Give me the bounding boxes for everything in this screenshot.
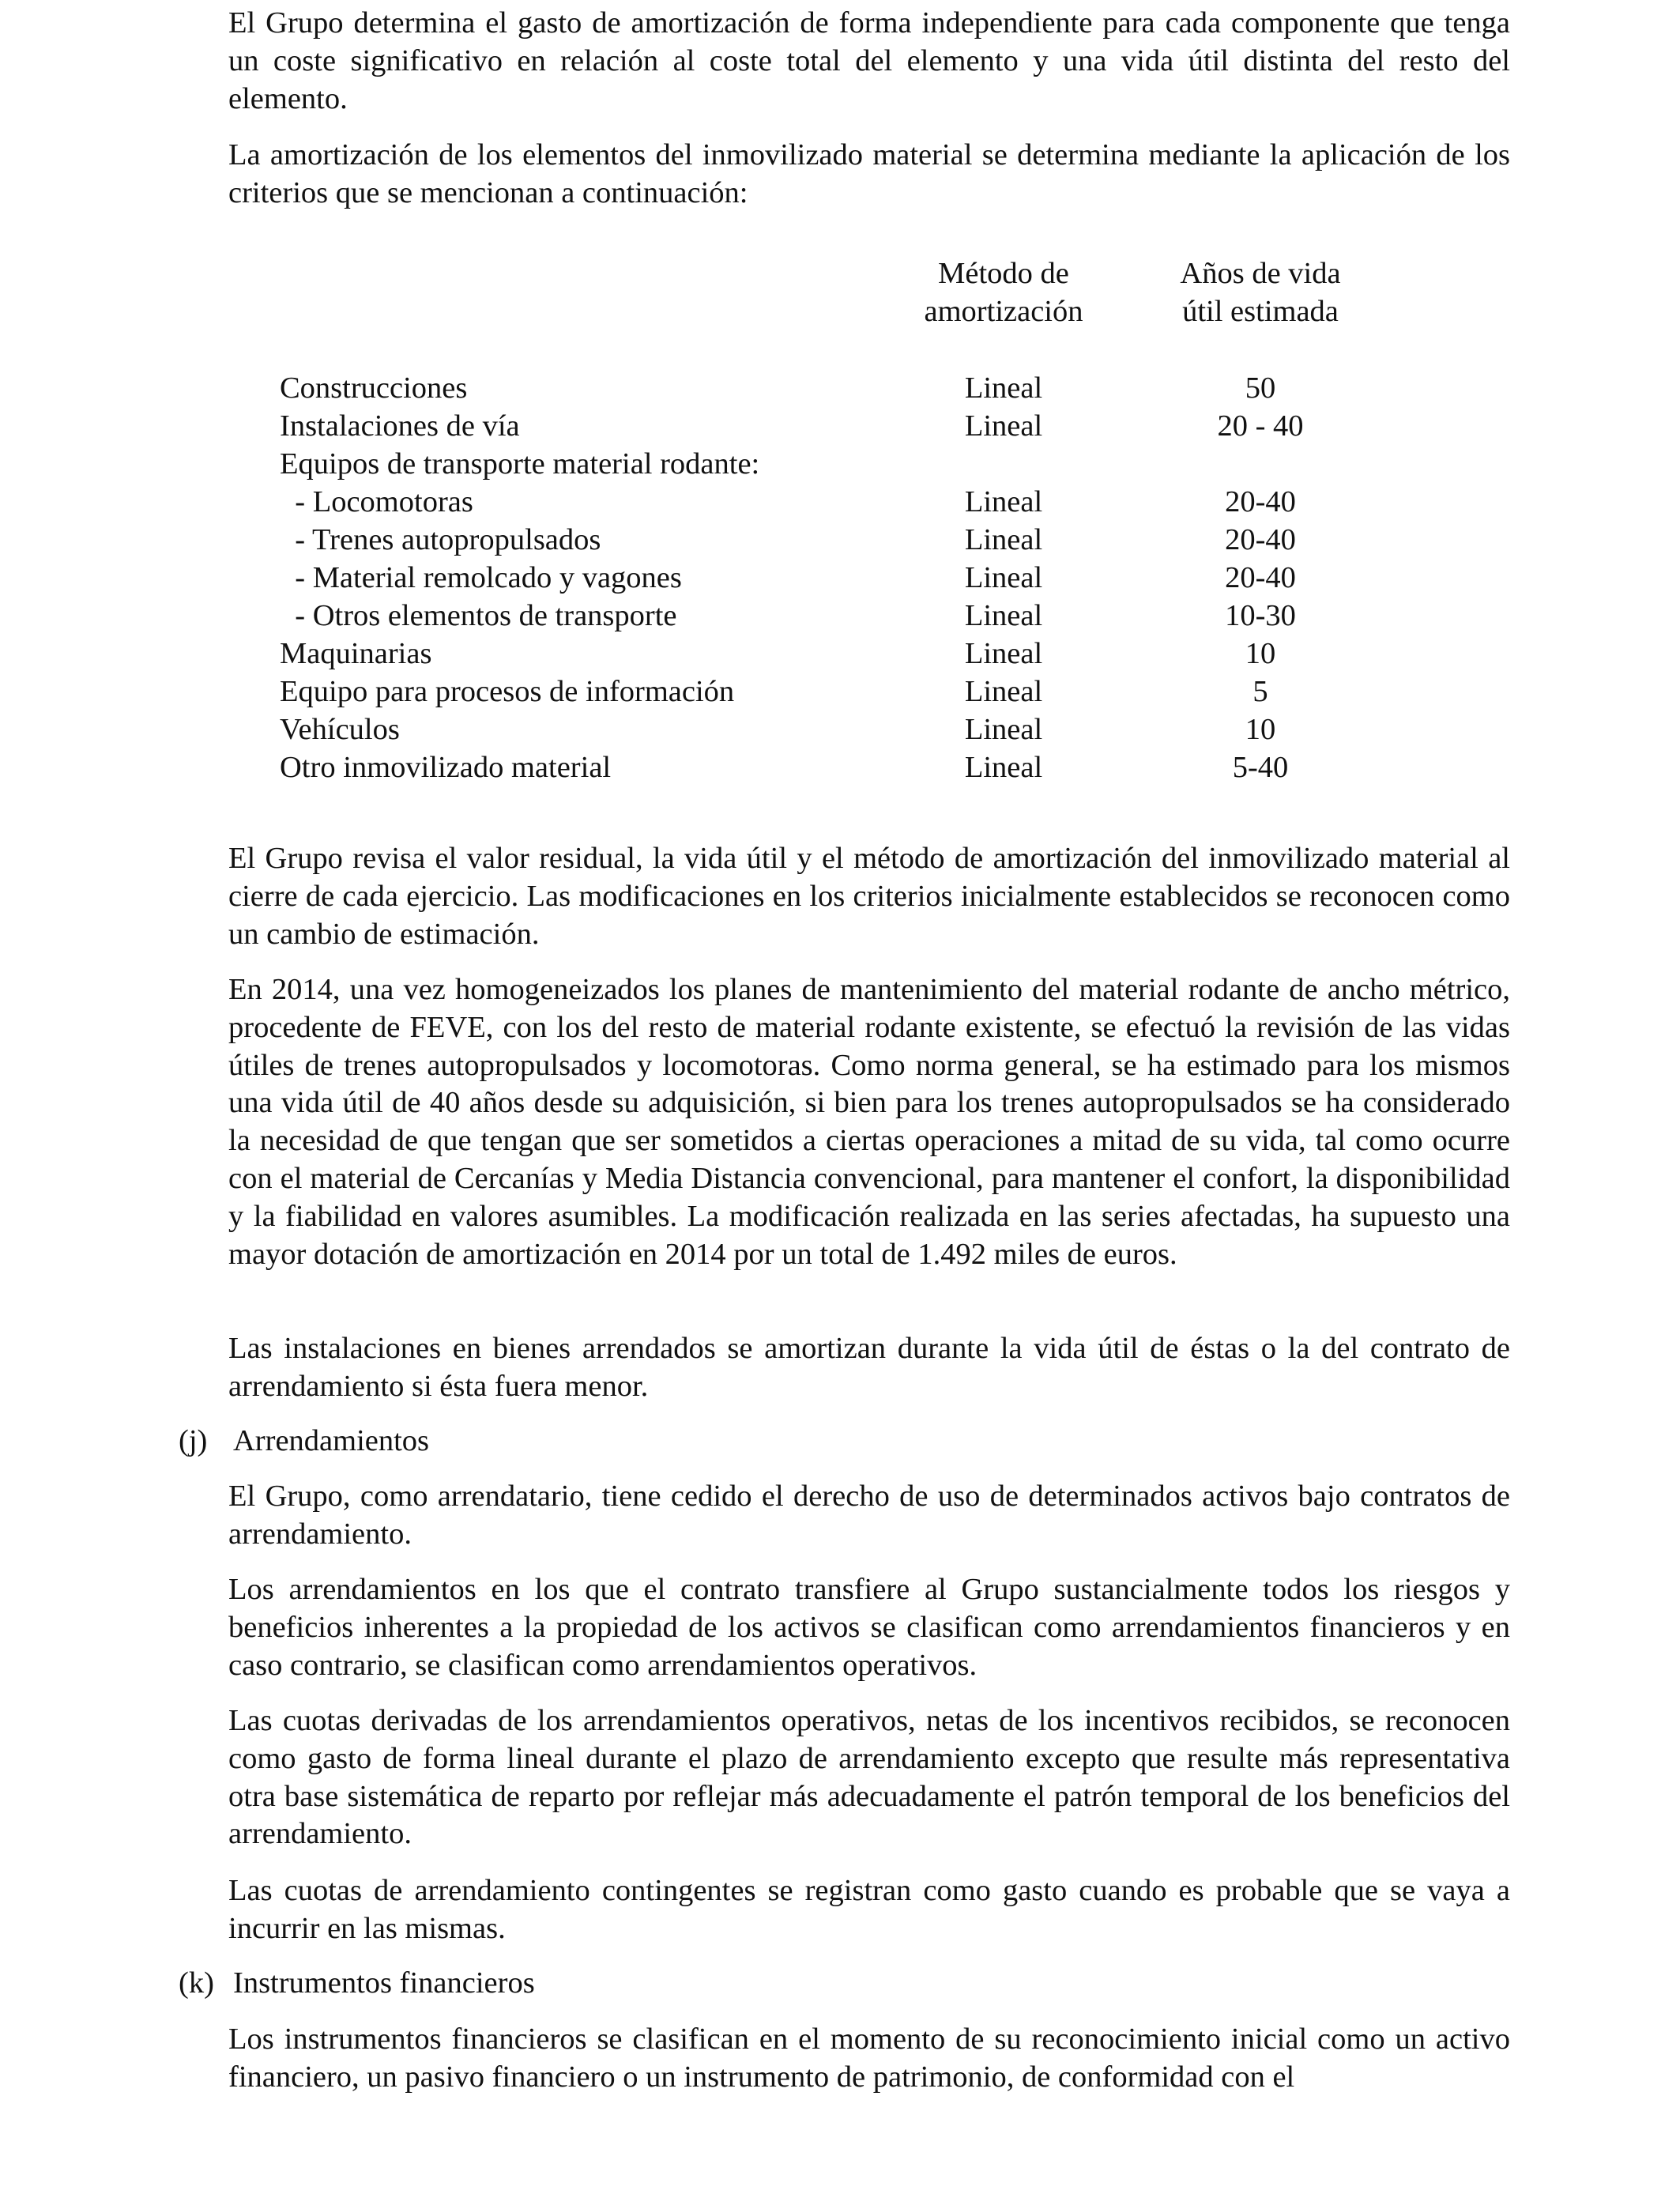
paragraph-lease-classification: Los arrendamientos en los que el contrato transfiere al Grupo sustancialmente todos los riesgos y beneficios inherentes a la propiedad de los activos se clasifican como arrendamientos financieros y en caso contrario, se clasifican como arrendamientos operativos. <box>228 1573 1510 1682</box>
table-row <box>0 748 1680 786</box>
row-years: 50 <box>1245 371 1276 405</box>
paragraph-lessee: El Grupo, como arrendatario, tiene cedido el derecho de uso de determinados activos bajo contratos de arrendamiento. <box>228 1480 1510 1551</box>
row-label: - Material remolcado y vagones <box>280 561 682 594</box>
header-years-line2: útil estimada <box>1182 295 1339 328</box>
paragraph-operating-leases: Las cuotas derivadas de los arrendamientos operativos, netas de los incentivos recibidos, se reconocen como gasto de forma lineal durante el plazo de arrendamiento excepto que resulte más representativa otra base sistemática de reparto por reflejar más adecuadamente el patrón temporal de los beneficios del arrendamiento. <box>228 1704 1510 1851</box>
row-method: Lineal <box>964 371 1043 405</box>
paragraph-contingent-rents: Las cuotas de arrendamiento contingentes se registran como gasto cuando es probable que se vaya a incurrir en las mismas. <box>228 1874 1510 1945</box>
row-years: 5-40 <box>1232 751 1289 784</box>
table-row <box>0 559 1680 597</box>
header-method-line1: Método de <box>938 257 1069 290</box>
row-label: Equipo para procesos de información <box>280 675 735 708</box>
paragraph-financial-instruments: Los instrumentos financieros se clasifican en el momento de su reconocimiento inicial como un activo financiero, un pasivo financiero o un instrumento de patrimonio, de conformidad con el <box>228 2022 1510 2094</box>
table-row <box>0 483 1680 521</box>
row-method: Lineal <box>964 675 1043 708</box>
row-years: 10 <box>1245 713 1276 746</box>
row-label: - Otros elementos de transporte <box>280 599 677 632</box>
section-letter: (k) <box>179 1966 214 2000</box>
table-row <box>0 407 1680 445</box>
row-years: 20-40 <box>1225 561 1296 594</box>
row-label: Maquinarias <box>280 637 432 670</box>
row-method: Lineal <box>964 485 1043 518</box>
table-row <box>0 597 1680 635</box>
row-years: 20-40 <box>1225 485 1296 518</box>
header-method <box>885 254 1122 330</box>
row-label: Construcciones <box>280 371 468 405</box>
row-method: Lineal <box>964 599 1043 632</box>
row-method: Lineal <box>964 523 1043 556</box>
row-label: Instalaciones de vía <box>280 409 520 443</box>
table-row <box>0 445 1680 483</box>
row-label: Vehículos <box>280 713 400 746</box>
row-label: Equipos de transporte material rodante: <box>280 447 760 481</box>
row-method: Lineal <box>964 751 1043 784</box>
row-years: 20 - 40 <box>1217 409 1304 443</box>
header-method-line2: amortización <box>924 295 1083 328</box>
table-row <box>0 711 1680 748</box>
table-row <box>0 635 1680 673</box>
row-label: Otro inmovilizado material <box>280 751 612 784</box>
row-years: 20-40 <box>1225 523 1296 556</box>
row-years: 10-30 <box>1225 599 1296 632</box>
row-years: 10 <box>1245 637 1276 670</box>
header-years-line1: Años de vida <box>1180 257 1341 290</box>
row-label: - Trenes autopropulsados <box>280 523 601 556</box>
row-method: Lineal <box>964 561 1043 594</box>
table-row <box>0 521 1680 559</box>
table-row <box>0 673 1680 711</box>
paragraph-leased-installations: Las instalaciones en bienes arrendados se amortizan durante la vida útil de éstas o la del contrato de arrendamiento si ésta fuera menor. <box>228 1332 1510 1403</box>
header-years <box>1142 254 1379 330</box>
row-method: Lineal <box>964 713 1043 746</box>
paragraph-rolling-stock-review: En 2014, una vez homogeneizados los planes de mantenimiento del material rodante de ancho métrico, procedente de FEVE, con los del resto de material rodante existente, se efectuó la revisión de las vidas útiles de trenes autopropulsados y locomotoras. Como norma general, se ha estimado para los mismos una vida útil de 40 años desde su adquisición, si bien para los trenes autopropulsados se ha considerado la necesidad de que tengan que ser sometidos a ciertas operaciones a mitad de su vida, tal como ocurre con el material de Cercanías y Media Distancia convencional, para mantener el confort, la disponibilidad y la fiabilidad en valores asumibles. La modificación realizada en las series afectadas, ha supuesto una mayor dotación de amortización en 2014 por un total de 1.492 miles de euros. <box>228 973 1510 1271</box>
row-method: Lineal <box>964 409 1043 443</box>
paragraph-depreciation-criteria: La amortización de los elementos del inmovilizado material se determina mediante la aplicación de los criterios que se mencionan a continuación: <box>228 138 1510 209</box>
paragraph-residual-value: El Grupo revisa el valor residual, la vida útil y el método de amortización del inmovilizado material al cierre de cada ejercicio. Las modificaciones en los criterios inicialmente establecidos se reconocen como un cambio de estimación. <box>228 842 1510 951</box>
section-letter: (j) <box>179 1424 208 1457</box>
row-method: Lineal <box>964 637 1043 670</box>
paragraph-depreciation-components: El Grupo determina el gasto de amortización de forma independiente para cada componente que tenga un coste significativo en relación al coste total del elemento y una vida útil distinta del resto del elemento. <box>228 6 1510 115</box>
table-row <box>0 369 1680 407</box>
section-title: Instrumentos financieros <box>233 1966 535 2000</box>
row-years: 5 <box>1252 675 1268 708</box>
row-label: - Locomotoras <box>280 485 473 518</box>
section-title: Arrendamientos <box>233 1424 430 1457</box>
